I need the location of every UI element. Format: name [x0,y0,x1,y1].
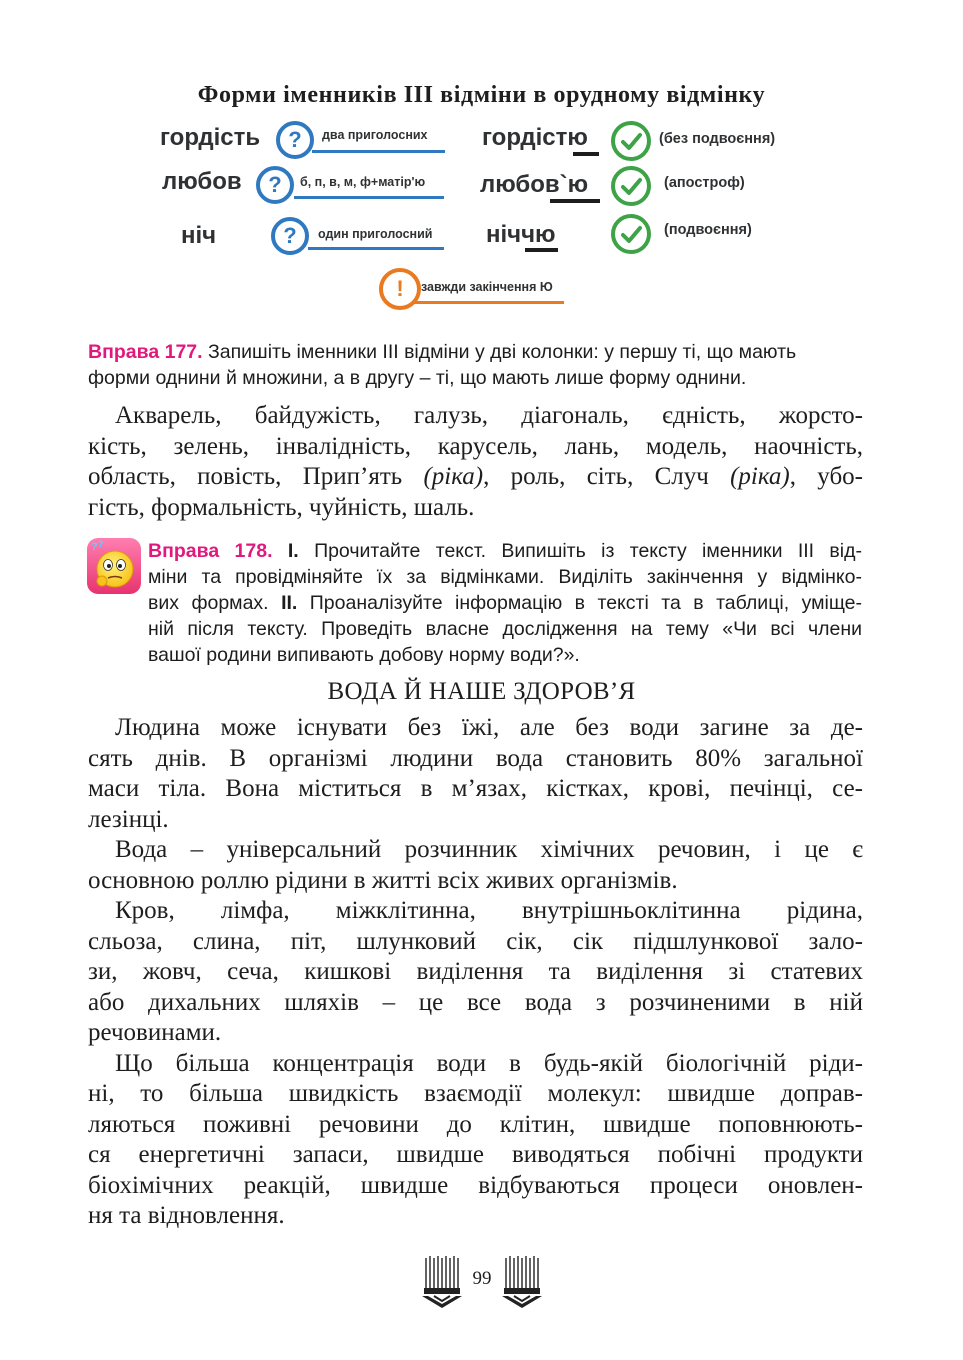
exercise-177-task: Вправа 177. Запишіть іменники ІІІ відміни у дві колонки: у першу ті, що мають форми однини й множини, а в другу – ті, що мають лише форму однини. [88,341,797,389]
hint-underline [294,196,444,199]
ornament-right-icon [500,1254,544,1310]
exercise-177-words: Акварель, байдужість, галузь, діагональ, єдність, жорсто- кість, зелень, інвалідність, карусель, лань, модель, наочність, область, повість, Прип’ять (ріка), роль, сіть, Случ (ріка), убо- гість, формальність, чуйність, шаль. [88,402,864,521]
text-title: ВОДА Й НАШЕ ЗДОРОВ’Я [327,678,636,705]
hint-label: б, п, в, м, ф+матір'ю [300,175,426,189]
hint-underline [312,150,445,153]
text-body: Людина може існувати без їжі, але без води загине за де- сять днів. В організмі людини вода становить 80% загальної маси тіла. Вона міститься в м’язах, кістках, крові, печінці, се- лезінці. Вода – універсальний розчинник хімічних речовин, і це є основною роллю рідини в житті всіх живих організмів. Кров, лімфа, міжклітинна, внутрішньоклітинна рідина, сльоза, слина, піт, шлунковий сік, сік підшлункової зало- зи, жовч, сеча, кишкові виділення та виділення зі статевих або дихальних шляхів – це все вода з розчиненими в ній речовинами. Що більша концентрація води в будь-якій біологічній ріди- ні, то більша швидкість взаємодії молекул: швидше доправ- ляються поживні речовини до клітин, швидше поповнюють- ся енергетичні запаси, швидше виводяться побічні продукти біохімічних реакцій, швидше відбуваються процеси оновлен- ня та відновлення. [88,714,863,1229]
note-label: (подвоєння) [664,222,752,238]
ornament-left-icon [420,1254,464,1310]
check-icon [611,166,651,206]
noun-nich: ніч [181,222,217,249]
noun-hordist: гордість [160,124,261,151]
warning-label: завжди закінчення Ю [421,280,553,294]
page-number: 99 [472,1268,492,1289]
warning-icon: ! [379,268,421,310]
noun-liubov: любов [162,168,242,195]
hint-label: один приголосний [318,227,433,241]
question-icon: ? [271,217,309,255]
form-liubovyu: любов`ю [480,171,589,198]
thinking-emoji-icon [86,537,142,595]
exercise-178-task: Вправа 178. І. Прочитайте текст. Випишіть із тексту іменники ІІІ від- міни та провідміняйте їх за відмінками. Виділіть закінчення у відмінко- вих формах. ІІ. Проаналізуйте інформацію в тексті та в таблиці, уміще- ній після тексту. Проведіть власне дослідження на тему «Чи всі члени вашої родини випивають добову норму води?». [148,540,862,666]
ending-underline [550,199,600,203]
check-icon [611,121,651,161]
svg-text:?: ? [91,541,98,553]
note-label: (апостроф) [664,175,745,191]
svg-text:?: ? [98,539,104,549]
ending-underline [573,152,599,156]
warning-underline [414,301,564,304]
ending-underline [525,248,558,252]
note-label: (без подвоєння) [659,131,776,147]
exercise-label: Вправа 178. [148,540,273,562]
hint-underline [308,247,444,250]
form-nichchiu: ніччю [486,221,556,248]
question-icon: ? [276,121,314,159]
exercise-label: Вправа 177. [88,341,203,363]
form-hordistiu: гордістю [482,124,588,151]
table-title: Форми іменників ІІІ відміни в орудному відмінку [197,82,766,108]
check-icon [611,214,651,254]
hint-label: два приголосних [322,128,428,142]
question-icon: ? [256,166,294,204]
